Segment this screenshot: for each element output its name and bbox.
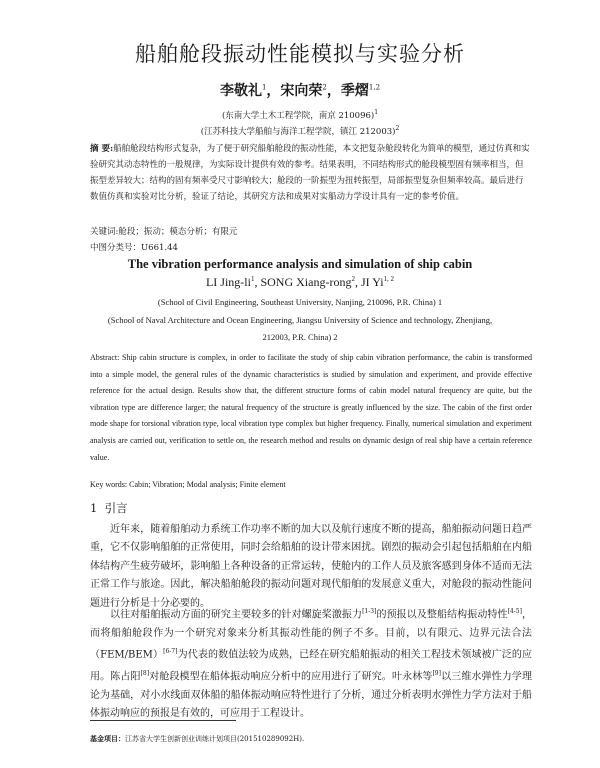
abstract-cn — [90, 141, 530, 205]
affiliation-en-2a: (School of Naval Architecture and Ocean Engineering, Jiangsu University of Science and technology, Zhenjiang, — [107, 315, 493, 325]
keywords-label-cn: 关键词: — [90, 227, 119, 237]
paragraph-text: 对舱段模型在船体振动响应分析中的应用进行了研究。叶永林等 — [149, 671, 433, 683]
funding-footnote — [90, 734, 304, 744]
keywords-text-cn: 舱段；振动；模态分析；有限元 — [118, 227, 238, 237]
author-affiliation-mark: 1, 2 — [383, 275, 395, 283]
affiliation-text: (江苏科技大学船舶与海洋工程学院，镇江 212003) — [200, 127, 396, 137]
paper-title-cn: 船舶舱段振动性能模拟与实验分析 — [135, 42, 465, 66]
paragraph-text: 为代表的数值法较为成熟，已经在研究船舶振动的相关工程技术领域被广泛的应用。陈占阳 — [90, 649, 533, 683]
citation-mark: [6-7] — [163, 648, 178, 656]
citation-mark: [8] — [140, 669, 150, 677]
affiliation-en-1: (School of Civil Engineering, Southeast University, Nanjing, 210096, P.R. China) 1 — [157, 297, 443, 307]
paragraph-text: 以三维水弹性力学理论为基础，对小水线面双体船的船体振动响应特性进行了分析，通过分析表明水弹性力学方法对于船体振动响应的预报是有效的，可应用于工程设计。 — [90, 671, 533, 720]
paragraph-text: 的预报以及整船结构振动特性 — [376, 609, 508, 621]
affiliation-mark: 2 — [395, 125, 400, 133]
author-separator: , — [354, 275, 361, 289]
paragraph-text: ，而将船舶舱段作为一个研究对象来分析其振动性能的例子不多。目前，以有限元、边界元法合法（FEM/BEM） — [90, 609, 533, 661]
keywords-cn — [90, 225, 237, 237]
footnote-divider — [90, 720, 236, 721]
author-name: JI Yi — [360, 275, 384, 289]
affiliation-text: (东南大学土木工程学院，南京 210096) — [221, 111, 375, 121]
affiliation-cn-2 — [0, 125, 600, 137]
citation-mark: [1-3] — [362, 608, 377, 615]
affiliation-mark: 1 — [374, 109, 379, 117]
author-separator: ， — [326, 83, 341, 99]
clc-value: U661.44 — [141, 243, 178, 253]
section-heading — [90, 500, 128, 516]
author-name: 李敬礼 — [219, 83, 262, 99]
author-list-cn — [0, 80, 600, 100]
abstract-text-cn: 船舶舱段结构形式复杂，为了便于研究船舶舱段的振动性能，本文把复杂舱段转化为简单的模型，通过仿真和实验研究其动态特性的一般规律，为实际设计提供有效的参考。结果表明，不同结构形式的舱段模型固有频率相当，但振型差异较大；结构的固有频率受尺寸影响较大；舱段的一阶振型为扭转振型，局部振型复杂但频率较高。最后进行数值仿真和实验对比分析，验证了结论，其研究方法和成果对实船动力学设计具有一定的参考价值。 — [90, 144, 530, 202]
citation-mark: [4-5] — [507, 608, 522, 615]
affiliation-en-2b: 212003, P.R. China) 2 — [262, 332, 338, 342]
author-affiliation-mark: 1,2 — [368, 83, 381, 92]
body-paragraph-1 — [90, 521, 532, 613]
author-affiliation-mark: 1 — [250, 275, 255, 283]
author-name: SONG Xiang-rong — [260, 275, 352, 289]
section-number: 1 — [90, 501, 98, 515]
clc-label: 中图分类号： — [90, 243, 142, 253]
abstract-label-cn: 摘 要: — [90, 144, 114, 154]
author-list-en — [0, 275, 600, 290]
body-paragraph-2 — [90, 603, 532, 723]
author-affiliation-mark: 1 — [261, 83, 267, 92]
keywords-en: Key words: Cabin; Vibration; Modal analysis; Finite element — [90, 480, 286, 489]
author-affiliation-mark: 2 — [322, 83, 327, 92]
citation-mark: [9] — [432, 669, 441, 677]
author-name: 季熠 — [340, 83, 369, 99]
abstract-en: Abstract: Ship cabin structure is complex, in order to facilitate the study of ship cabin vibration performance, the cabin is transformed into a simple model, the general rules of the dynamic characteristics is studied by simulation and experiment, and provide effective reference for the actual design. Results show that, the different structure forms of cabin model natural frequency are quite, but the vibration type are difference larger; the natural frequency of the structure is greatly influenced by the size. The cabin of the first order mode shape for torsional vibration type, local vibration type complex but higher frequency. Finally, numerical simulation and experiment analysis are carried out, verification to settle on, the research method and results on dynamic design of real ship have a certain reference value. — [90, 353, 532, 462]
clc-number — [90, 241, 178, 253]
author-separator: ， — [266, 83, 281, 99]
author-affiliation-mark: 2 — [351, 275, 355, 283]
author-separator: , — [254, 275, 261, 289]
funding-text: 江苏省大学生创新创业训练计划项目(201510289092H). — [125, 735, 305, 743]
author-name: LI Jing-li — [205, 275, 251, 289]
paragraph-text: 以往对船舶振动方面的研究主要较多的针对螺旋桨激振力 — [110, 609, 363, 621]
section-title: 引言 — [104, 501, 128, 515]
affiliation-cn-1 — [0, 109, 600, 121]
author-name: 宋向荣 — [280, 83, 323, 99]
paragraph-text: 近年来，随着船舶动力系统工作功率不断的加大以及航行速度不断的提高，船舶振动问题日趋严重，它不仅影响船舶的正常使用，同时会给船舶的设计带来困扰。剧烈的振动会引起包括船舶在内船体结构产生疲劳破坏，影响船上各种设备的正常运转，使舱内的工作人员及旅客感到身体不适而无法正常工作与旅途。因此，解决船舶舱段的振动问题对现代船舶的发展意义重大，对舱段的振动性能问题进行分析是十分必要的。 — [90, 524, 532, 609]
funding-label: 基金项目： — [90, 734, 125, 743]
paper-title-en: The vibration performance analysis and simulation of ship cabin — [127, 257, 473, 271]
